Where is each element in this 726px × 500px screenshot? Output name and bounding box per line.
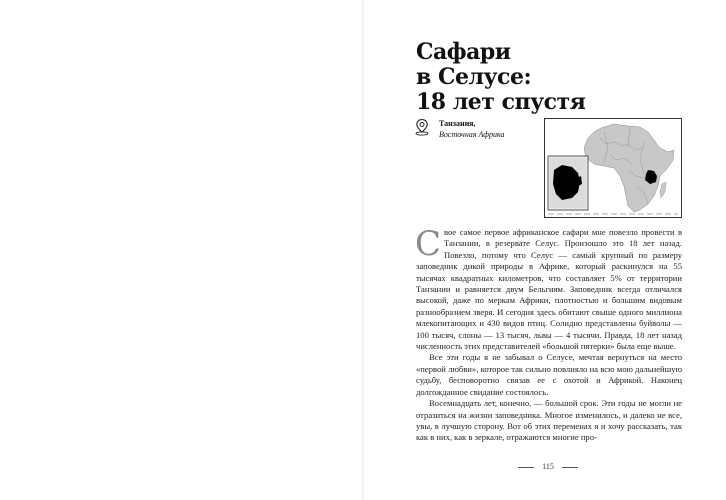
title-line-1: Сафари [416,39,511,65]
africa-map-icon [544,118,682,218]
article-body [415,224,682,444]
title-line-3: 18 лет спустя [416,89,586,115]
paragraph-1 [415,224,682,352]
location-country: Танзания, [439,119,476,128]
page-footer [518,462,578,472]
paragraph-3: Восемнадцать лет, конечно, — большой срок. Эти годы не могли не отразиться на жизни заповедника. Многое изменилось, и далеко не все, увы, в лучшую сторону. Вот об этих переменах я и хочу рассказать, так как в них, как в зеркале, отражаются многие про- [416,398,682,443]
paragraph-2: Все эти годы я не забывал о Селусе, мечтая вернуться на место «первой любви», которое так сильно повлияло на всю мою дальнейшую судьбу, бесповоротно связав ее с охотой и Африкой. Наконец долгожданное свидание состоялось. [416,352,682,397]
paragraph-1-text: вое самое первое африканское сафари мне повезло провести в Танзании, в резервате Селус. Произошло это 18 лет назад. Повезло, потому что Селус — самый крупный по размеру заповедник дикой природы в Африке, который раскинулся на 55 тысячах квадратных километров, что составляет 5% от территории Танзании и равняется двум Бельгиям. Заповедник всегда отличался высокой, даже по меркам Африки, плотностью и большим видовым разнообразием зверя. И сегодня здесь обитают свыше одного миллиона млекопитающих и 430 видов птиц. Солидно представлены буйволы — 100 тысяч, слоны — 13 тысяч, львы — 4 тысячи. Правда, 18 лет назад численность этих представителей «большой пятерки» была еще выше. [416,227,682,352]
footer-rule-right [562,467,578,468]
book-gutter [362,0,364,500]
drop-cap: С [415,224,442,264]
article-title [416,40,585,115]
map-pin-icon [413,118,431,136]
page-number: 115 [542,462,554,471]
title-line-2: в Селусе: [416,64,532,90]
location-region: Восточная Африка [439,130,505,139]
location-caption [439,118,505,140]
